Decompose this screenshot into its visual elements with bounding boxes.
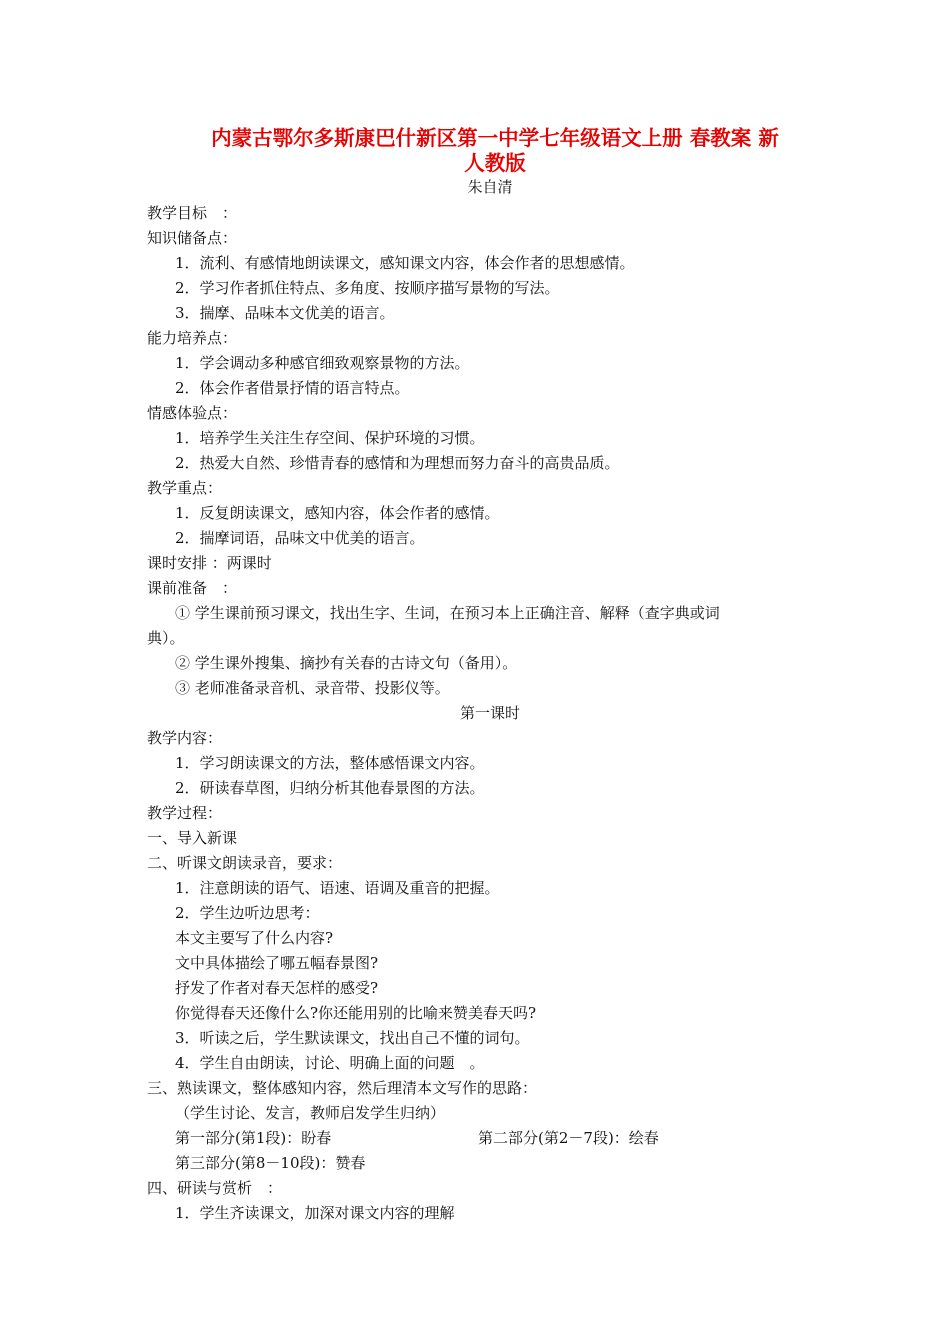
- list-item: 2．热爱大自然、珍惜青春的感情和为理想而努力奋斗的高贵品质。: [175, 454, 620, 472]
- list-item: ③ 老师准备录音机、录音带、投影仪等。: [175, 679, 450, 697]
- list-item: 4．学生自由朗读，讨论、明确上面的问题 。: [175, 1054, 485, 1072]
- section-heading: 课时安排 ：两课时: [147, 554, 272, 572]
- question-line: 文中具体描绘了哪五幅春景图?: [175, 954, 379, 972]
- structure-part-2: 第二部分(第2－7段)：绘春: [478, 1129, 659, 1147]
- list-item-continuation: 典）。: [147, 629, 185, 647]
- list-item: 1．流利、有感情地朗读课文，感知课文内容，体会作者的思想感情。: [175, 254, 635, 272]
- step-heading: 三、熟读课文，整体感知内容，然后理清本文写作的思路：: [147, 1079, 538, 1097]
- list-item: 2．体会作者借景抒情的语言特点。: [175, 379, 410, 397]
- list-item: 2．研读春草图，归纳分析其他春景图的方法。: [175, 779, 485, 797]
- list-item: 2．学习作者抓住特点、多角度、按顺序描写景物的写法。: [175, 279, 560, 297]
- step-heading: 四、研读与赏析 ：: [147, 1179, 283, 1197]
- document-author: 朱自清: [467, 178, 513, 196]
- list-item: 1．反复朗读课文，感知内容，体会作者的感情。: [175, 504, 500, 522]
- list-item: ① 学生课前预习课文，找出生字、生词，在预习本上正确注音、解释（查字典或词: [175, 604, 720, 622]
- list-item: 1．学会调动多种感官细致观察景物的方法。: [175, 354, 470, 372]
- list-item: ② 学生课外搜集、摘抄有关春的古诗文句（备用）。: [175, 654, 518, 672]
- section-heading: 教学重点：: [147, 479, 223, 497]
- list-item: 3．揣摩、品味本文优美的语言。: [175, 304, 395, 322]
- note-line: （学生讨论、发言，教师启发学生归纳）: [175, 1104, 446, 1122]
- section-heading: 教学目标 ：: [147, 204, 238, 222]
- step-heading: 二、听课文朗读录音，要求：: [147, 854, 343, 872]
- question-line: 你觉得春天还像什么?你还能用别的比喻来赞美春天吗?: [175, 1004, 537, 1022]
- list-item: 2．揣摩词语，品味文中优美的语言。: [175, 529, 425, 547]
- sub-heading: 情感体验点：: [147, 404, 238, 422]
- question-line: 抒发了作者对春天怎样的感受?: [175, 979, 379, 997]
- sub-heading: 知识储备点：: [147, 229, 238, 247]
- list-item: 2．学生边听边思考：: [175, 904, 320, 922]
- step-heading: 一、导入新课: [147, 829, 238, 847]
- lesson-heading: 第一课时: [459, 704, 520, 722]
- question-line: 本文主要写了什么内容?: [175, 929, 334, 947]
- structure-part-1: 第一部分(第1段)：盼春: [175, 1129, 332, 1147]
- document-title-line-2: 人教版: [464, 151, 526, 175]
- list-item: 1．注意朗读的语气、语速、语调及重音的把握。: [175, 879, 500, 897]
- section-heading: 教学过程：: [147, 804, 223, 822]
- list-item: 1．学生齐读课文，加深对课文内容的理解: [175, 1204, 455, 1222]
- list-item: 3．听读之后，学生默读课文，找出自己不懂的词句。: [175, 1029, 530, 1047]
- document-title-line-1: 内蒙古鄂尔多斯康巴什新区第一中学七年级语文上册 春教案 新: [211, 126, 779, 150]
- section-heading: 教学内容：: [147, 729, 223, 747]
- section-heading: 课前准备 ：: [147, 579, 238, 597]
- structure-part-3: 第三部分(第8－10段)：赞春: [175, 1154, 366, 1172]
- list-item: 1．学习朗读课文的方法，整体感悟课文内容。: [175, 754, 485, 772]
- sub-heading: 能力培养点：: [147, 329, 238, 347]
- list-item: 1．培养学生关注生存空间、保护环境的习惯。: [175, 429, 485, 447]
